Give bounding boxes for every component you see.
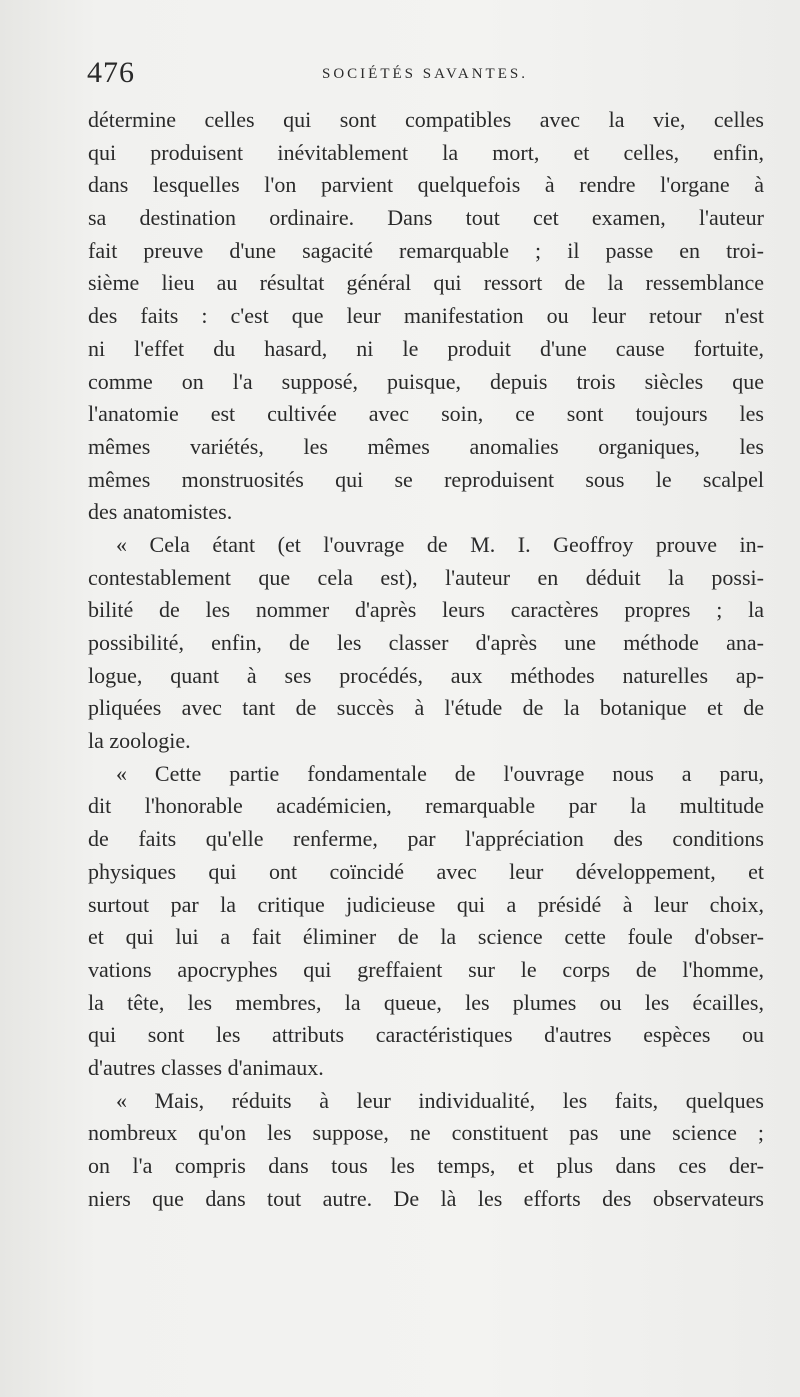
page-number: 476 [87, 56, 135, 89]
text-line: sa destination ordinaire. Dans tout cet examen, l'auteur [88, 205, 764, 231]
text-line: de faits qu'elle renferme, par l'appréciation des conditions [88, 826, 764, 852]
text-line: fait preuve d'une sagacité remarquable ; il passe en troi- [88, 237, 764, 263]
text-line: « Cette partie fondamentale de l'ouvrage nous a paru, [116, 760, 764, 786]
text-line: vations apocryphes qui greffaient sur le corps de l'homme, [88, 956, 764, 982]
text-line: mêmes monstruosités qui se reproduisent sous le scalpel [88, 466, 764, 492]
text-line: on l'a compris dans tous les temps, et plus dans ces der- [88, 1153, 764, 1178]
text-line: la tête, les membres, la queue, les plumes ou les écailles, [88, 989, 764, 1015]
text-line: des anatomistes. [88, 499, 233, 525]
text-line: « Cela étant (et l'ouvrage de M. I. Geoffroy prouve in- [116, 531, 764, 557]
text-line: d'autres classes d'animaux. [88, 1054, 324, 1080]
running-head: SOCIÉTÉS SAVANTES. [322, 66, 528, 82]
text-line: qui produisent inévitablement la mort, et celles, enfin, [88, 139, 764, 165]
text-line: qui sont les attributs caractéristiques d'autres espèces ou [88, 1022, 764, 1048]
text-line: dans lesquelles l'on parvient quelquefois à rendre l'organe à [88, 172, 764, 198]
text-line: la zoologie. [88, 728, 191, 754]
text-line: physiques qui ont coïncidé avec leur développement, et [88, 858, 764, 884]
text-line: « Mais, réduits à leur individualité, les faits, quelques [116, 1087, 764, 1113]
text-line: contestablement que cela est), l'auteur en déduit la possi- [88, 564, 764, 590]
text-line: comme on l'a supposé, puisque, depuis trois siècles que [88, 368, 764, 394]
text-line: mêmes variétés, les mêmes anomalies organiques, les [88, 433, 764, 459]
body-text [88, 104, 764, 1215]
text-line: logue, quant à ses procédés, aux méthodes naturelles ap- [88, 662, 764, 688]
text-line: détermine celles qui sont compatibles avec la vie, celles [88, 107, 764, 132]
text-line: l'anatomie est cultivée avec soin, ce sont toujours les [88, 401, 764, 427]
text-line: bilité de les nommer d'après leurs caractères propres ; la [88, 597, 764, 623]
text-line: des faits : c'est que leur manifestation ou leur retour n'est [88, 303, 764, 329]
text-line: pliquées avec tant de succès à l'étude de la botanique et de [88, 695, 764, 721]
text-line: possibilité, enfin, de les classer d'après une méthode ana- [88, 630, 764, 655]
page-header [85, 52, 765, 92]
text-line: ni l'effet du hasard, ni le produit d'une cause fortuite, [88, 335, 764, 361]
text-line: nombreux qu'on les suppose, ne constituent pas une science ; [88, 1120, 764, 1146]
text-line: et qui lui a fait éliminer de la science cette foule d'obser- [88, 924, 764, 950]
text-line: dit l'honorable académicien, remarquable par la multitude [88, 793, 764, 819]
text-line: surtout par la critique judicieuse qui a présidé à leur choix, [88, 891, 764, 917]
text-line: niers que dans tout autre. De là les efforts des observateurs [88, 1185, 764, 1211]
text-line: sième lieu au résultat général qui ressort de la ressemblance [88, 270, 764, 296]
